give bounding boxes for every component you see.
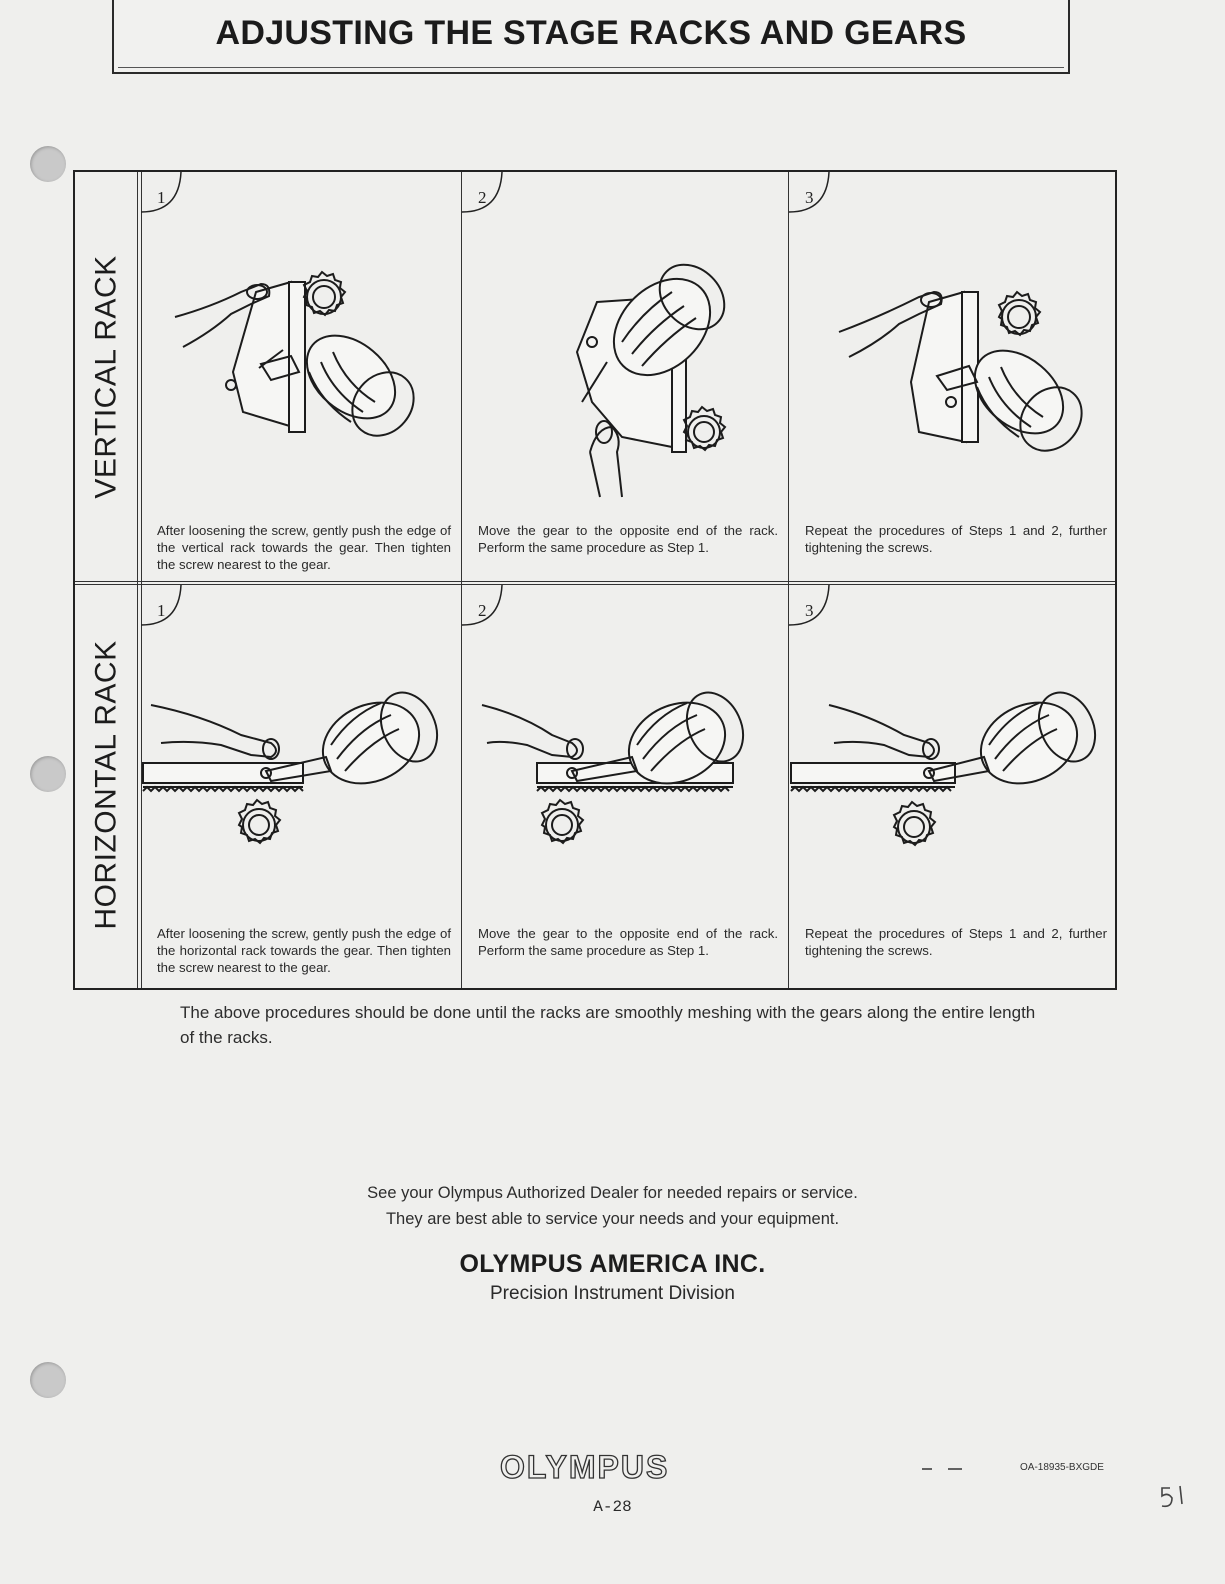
column-divider bbox=[137, 172, 138, 988]
document-number: OA-18935-BXGDE bbox=[1020, 1462, 1104, 1473]
step-number: 1 bbox=[157, 188, 166, 207]
dealer-line-1: See your Olympus Authorized Dealer for needed repairs or service. bbox=[367, 1184, 858, 1202]
horizontal-rack-step-3-illustration bbox=[789, 685, 1109, 875]
vertical-rack-label: VERTICAL RACK bbox=[90, 255, 124, 499]
procedure-note: The above procedures should be done until the racks are smoothly meshing with the gears along the entire length of the racks. bbox=[180, 1003, 1036, 1047]
horizontal-rack-step-2-illustration bbox=[477, 685, 777, 875]
vertical-rack-step-1-illustration bbox=[171, 252, 441, 462]
horizontal-step-1-panel bbox=[141, 585, 461, 988]
vertical-step-3-panel bbox=[789, 172, 1117, 581]
horizontal-rack-step-1-illustration bbox=[141, 685, 457, 875]
step-number: 3 bbox=[805, 601, 814, 620]
step-caption: Move the gear to the opposite end of the rack. Perform the same procedure as Step 1. bbox=[478, 523, 778, 555]
step-caption: Repeat the procedures of Steps 1 and 2, further tightening the screws. bbox=[805, 523, 1107, 555]
horizontal-rack-label: HORIZONTAL RACK bbox=[90, 640, 124, 930]
step-caption: Repeat the procedures of Steps 1 and 2, further tightening the screws. bbox=[805, 926, 1107, 958]
vertical-step-2-panel bbox=[462, 172, 788, 581]
step-caption: After loosening the screw, gently push the edge of the vertical rack towards the gear. Then tighten the screw nearest to the gear. bbox=[157, 523, 451, 572]
page-number: A-28 bbox=[593, 1498, 632, 1516]
dealer-notice bbox=[0, 1180, 1225, 1232]
instruction-grid bbox=[73, 170, 1117, 990]
horizontal-step-2-panel bbox=[462, 585, 788, 988]
vertical-rack-step-2-illustration bbox=[522, 252, 762, 502]
vertical-step-1-panel bbox=[141, 172, 461, 581]
stray-marks bbox=[922, 1466, 966, 1472]
company-name: OLYMPUS AMERICA INC. bbox=[459, 1250, 766, 1278]
svg-text:OLYMPUS: OLYMPUS bbox=[500, 1449, 670, 1485]
step-number: 1 bbox=[157, 601, 166, 620]
binder-hole bbox=[30, 756, 66, 792]
page-title: ADJUSTING THE STAGE RACKS AND GEARS bbox=[215, 14, 967, 52]
row-divider bbox=[75, 581, 1115, 582]
step-caption: Move the gear to the opposite end of the rack. Perform the same procedure as Step 1. bbox=[478, 926, 778, 958]
dealer-line-2: They are best able to service your needs and your equipment. bbox=[385, 1210, 840, 1228]
step-caption: After loosening the screw, gently push the edge of the horizontal rack towards the gear. Then tighten the screw nearest to the gear. bbox=[157, 926, 451, 975]
vertical-rack-step-3-illustration bbox=[819, 262, 1089, 472]
step-number: 2 bbox=[478, 188, 487, 207]
horizontal-step-3-panel bbox=[789, 585, 1117, 988]
step-number: 3 bbox=[805, 188, 814, 207]
title-box bbox=[112, 0, 1070, 74]
olympus-logo bbox=[500, 1448, 710, 1486]
step-number: 2 bbox=[478, 601, 487, 620]
binder-hole bbox=[30, 146, 66, 182]
binder-hole bbox=[30, 1362, 66, 1398]
handwritten-mark bbox=[1158, 1480, 1192, 1514]
division-name: Precision Instrument Division bbox=[490, 1283, 735, 1304]
